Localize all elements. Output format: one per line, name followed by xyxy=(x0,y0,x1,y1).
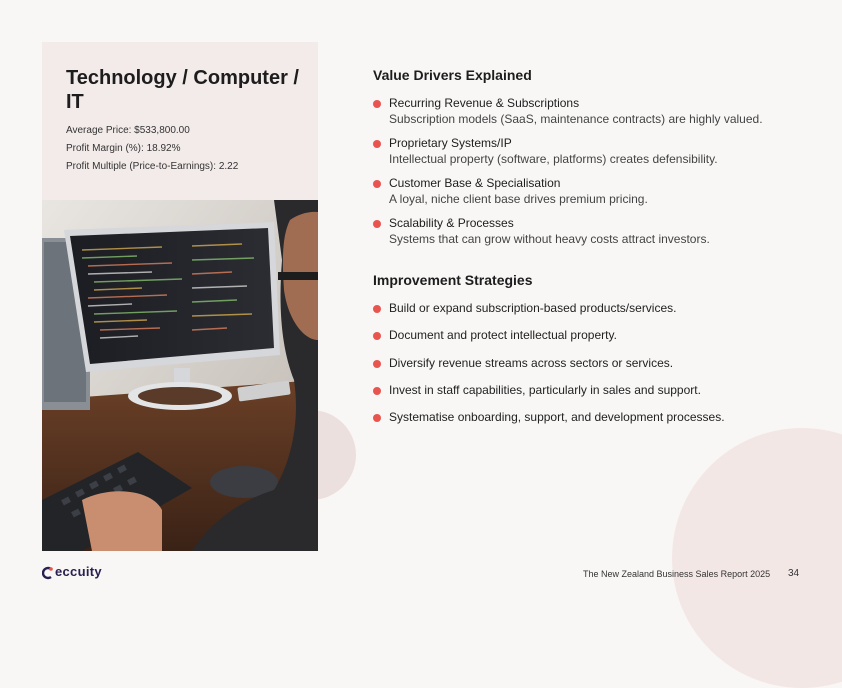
bullet-dot-icon xyxy=(373,100,381,108)
industry-card xyxy=(42,42,318,551)
strategy-text: Systematise onboarding, support, and development processes. xyxy=(389,410,725,424)
bullet-dot-icon xyxy=(373,220,381,228)
report-title: The New Zealand Business Sales Report 2025 xyxy=(583,569,771,579)
value-driver-title: Recurring Revenue & Subscriptions xyxy=(389,96,580,110)
bullet-dot-icon xyxy=(373,387,381,395)
value-driver-item xyxy=(373,176,813,210)
brand-logo-text: eccuity xyxy=(55,564,102,579)
strategy-text: Diversify revenue streams across sectors or services. xyxy=(389,356,674,370)
strategy-text: Build or expand subscription-based products/services. xyxy=(389,301,677,315)
page-number: 34 xyxy=(788,568,800,579)
strategy-item xyxy=(373,301,813,319)
bullet-dot-icon xyxy=(373,360,381,368)
value-driver-title: Scalability & Processes xyxy=(389,216,514,230)
bullet-dot-icon xyxy=(373,305,381,313)
strategy-item xyxy=(373,410,813,428)
profit-margin: Profit Margin (%): 18.92% xyxy=(66,143,181,154)
decorative-circle xyxy=(672,428,842,688)
strategy-item xyxy=(373,356,813,374)
strategy-item xyxy=(373,328,813,346)
value-drivers-heading: Value Drivers Explained xyxy=(373,67,532,83)
strategy-item xyxy=(373,383,813,401)
value-driver-item xyxy=(373,96,813,130)
value-driver-item xyxy=(373,136,813,170)
computer-workstation-photo xyxy=(42,200,318,551)
improvement-heading: Improvement Strategies xyxy=(373,272,533,288)
average-price: Average Price: $533,800.00 xyxy=(66,125,190,136)
profit-multiple: Profit Multiple (Price-to-Earnings): 2.22 xyxy=(66,161,239,172)
bullet-dot-icon xyxy=(373,414,381,422)
eccuity-logo-icon xyxy=(42,566,54,580)
value-driver-desc: Subscription models (SaaS, maintenance contracts) are highly valued. xyxy=(389,112,763,126)
strategy-text: Document and protect intellectual property. xyxy=(389,328,617,342)
value-driver-title: Proprietary Systems/IP xyxy=(389,136,512,150)
strategy-text: Invest in staff capabilities, particularly in sales and support. xyxy=(389,383,701,397)
bullet-dot-icon xyxy=(373,332,381,340)
bullet-dot-icon xyxy=(373,140,381,148)
value-driver-item xyxy=(373,216,813,250)
industry-title: Technology / Computer / IT xyxy=(66,67,299,113)
value-driver-desc: Intellectual property (software, platforms) creates defensibility. xyxy=(389,152,718,166)
value-driver-desc: A loyal, niche client base drives premium pricing. xyxy=(389,192,648,206)
value-driver-desc: Systems that can grow without heavy costs attract investors. xyxy=(389,232,710,246)
bullet-dot-icon xyxy=(373,180,381,188)
value-driver-title: Customer Base & Specialisation xyxy=(389,176,561,190)
